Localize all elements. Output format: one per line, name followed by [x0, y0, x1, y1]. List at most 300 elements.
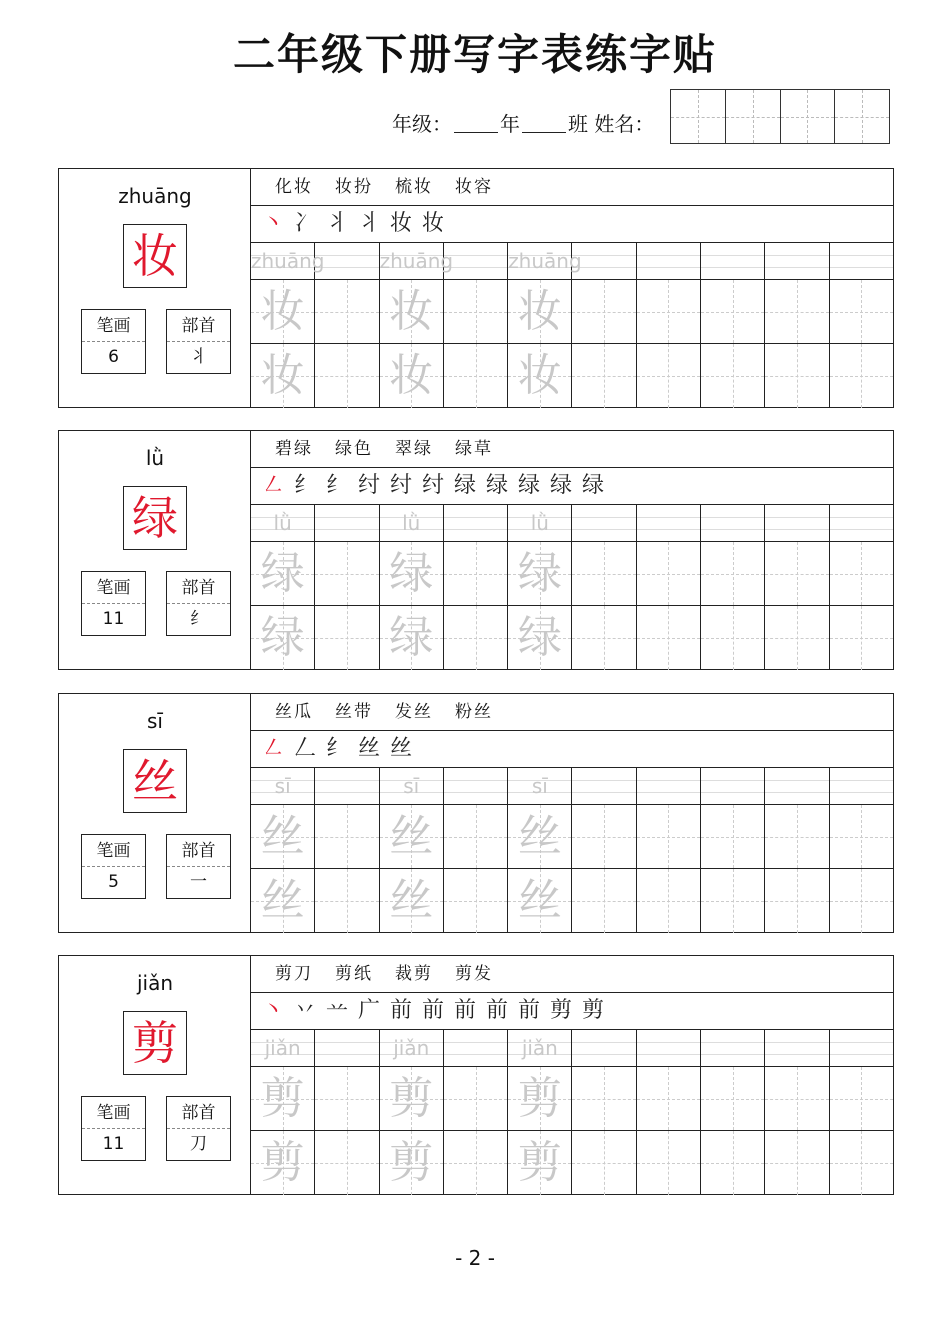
guide-pinyin: sī — [274, 774, 291, 798]
pinyin-writing-row[interactable] — [830, 505, 893, 542]
example-word: 绿草 — [455, 439, 493, 459]
tian-grid-square[interactable] — [765, 280, 828, 344]
example-word: 丝带 — [335, 702, 373, 722]
example-word: 梳妆 — [395, 177, 433, 197]
model-character: 绿 — [123, 486, 187, 550]
model-character: 妆 — [123, 224, 187, 288]
practice-column — [380, 505, 444, 669]
stroke-order-step: 冫 — [293, 211, 316, 236]
stroke-order-step: 丬 — [357, 211, 380, 236]
guide-pinyin: lǜ — [530, 511, 549, 535]
guide-character: 妆 — [389, 286, 434, 337]
tian-grid-square[interactable] — [765, 1067, 828, 1131]
stroke-count-label: 笔画 — [82, 572, 145, 604]
practice-column — [315, 768, 379, 932]
pinyin-writing-row[interactable] — [701, 243, 764, 280]
radical-label: 部首 — [167, 835, 230, 867]
tian-grid-square[interactable] — [380, 606, 443, 670]
char-practice-block — [58, 693, 894, 933]
tian-grid-square[interactable] — [637, 542, 700, 606]
tian-grid-square[interactable] — [637, 805, 700, 869]
tian-grid-square[interactable] — [508, 606, 571, 670]
tian-grid-square[interactable] — [380, 344, 443, 408]
tian-grid-square[interactable] — [251, 542, 314, 606]
name-cell[interactable] — [726, 90, 781, 143]
stroke-order-step: 丶 — [261, 998, 284, 1023]
guide-character: 丝 — [517, 811, 562, 862]
tian-grid-square[interactable] — [315, 344, 378, 408]
tian-grid-square[interactable] — [380, 1067, 443, 1131]
pinyin-writing-row[interactable] — [830, 1030, 893, 1067]
tian-grid-square[interactable] — [444, 542, 507, 606]
pinyin-writing-row[interactable] — [315, 243, 378, 280]
practice-column — [572, 243, 636, 407]
stroke-order-step: 纟 — [325, 473, 348, 498]
pinyin-writing-row[interactable] — [701, 768, 764, 805]
practice-column — [380, 1030, 444, 1194]
tian-grid-square[interactable] — [572, 805, 635, 869]
tian-grid-square[interactable] — [572, 1131, 635, 1195]
guide-pinyin: zhuāng — [251, 249, 325, 273]
pinyin-writing-row[interactable] — [380, 1030, 443, 1067]
stroke-order-step: 纟 — [325, 736, 348, 761]
tian-grid-square[interactable] — [444, 280, 507, 344]
pinyin-writing-row[interactable] — [444, 505, 507, 542]
guide-pinyin: jiǎn — [393, 1036, 430, 1060]
tian-grid-square[interactable] — [315, 1067, 378, 1131]
char-pinyin: lǜ — [145, 446, 165, 470]
practice-column — [830, 243, 893, 407]
guide-character: 剪 — [517, 1073, 562, 1124]
stroke-count-box — [81, 1096, 146, 1161]
stroke-order-step: 前 — [421, 998, 444, 1023]
practice-column — [444, 243, 508, 407]
pinyin-writing-row[interactable] — [701, 505, 764, 542]
pinyin-writing-row[interactable] — [830, 243, 893, 280]
stroke-order-step: 绿 — [581, 473, 604, 498]
guide-character: 剪 — [389, 1073, 434, 1124]
radical-value: 刀 — [190, 1134, 207, 1154]
stroke-order-step: ㇜ — [261, 736, 284, 761]
pinyin-writing-row[interactable] — [380, 505, 443, 542]
example-word: 剪发 — [455, 964, 493, 984]
pinyin-writing-row[interactable] — [701, 1030, 764, 1067]
tian-grid-square[interactable] — [701, 606, 764, 670]
tian-grid-square[interactable] — [572, 280, 635, 344]
stroke-count-box — [81, 309, 146, 374]
example-word: 丝瓜 — [275, 702, 313, 722]
guide-character: 丝 — [260, 811, 305, 862]
practice-column — [830, 505, 893, 669]
guide-character: 剪 — [517, 1137, 562, 1188]
example-word: 裁剪 — [395, 964, 433, 984]
practice-grid — [251, 768, 893, 932]
pinyin-writing-row[interactable] — [637, 505, 700, 542]
pinyin-writing-row[interactable] — [379, 243, 454, 280]
guide-character: 剪 — [260, 1137, 305, 1188]
example-word: 碧绿 — [275, 439, 313, 459]
stroke-count-value: 5 — [108, 872, 119, 892]
tian-grid-square[interactable] — [701, 542, 764, 606]
char-info-panel — [59, 169, 251, 407]
stroke-count-label: 笔画 — [82, 835, 145, 867]
example-word: 翠绿 — [395, 439, 433, 459]
tian-grid-square[interactable] — [251, 280, 314, 344]
guide-character: 绿 — [517, 548, 562, 599]
stroke-order-step: 绿 — [549, 473, 572, 498]
tian-grid-square[interactable] — [380, 1131, 443, 1195]
tian-grid-square[interactable] — [315, 869, 378, 933]
pinyin-writing-row[interactable] — [830, 768, 893, 805]
pinyin-writing-row[interactable] — [637, 243, 700, 280]
stroke-order-step: 丝 — [357, 736, 380, 761]
radical-box — [166, 571, 231, 636]
guide-character: 丝 — [517, 875, 562, 926]
guide-character: 剪 — [389, 1137, 434, 1188]
char-pinyin: zhuāng — [118, 184, 192, 208]
example-word: 妆扮 — [335, 177, 373, 197]
guide-pinyin: lǜ — [273, 511, 292, 535]
practice-column — [251, 768, 315, 932]
page-number: - 2 - — [455, 1246, 495, 1270]
tian-grid-square[interactable] — [251, 344, 314, 408]
pinyin-writing-row[interactable] — [637, 768, 700, 805]
guide-character: 丝 — [260, 875, 305, 926]
pinyin-writing-row[interactable] — [251, 1030, 314, 1067]
practice-column — [508, 768, 572, 932]
pinyin-writing-row[interactable] — [444, 243, 507, 280]
grade-label: 年级： — [392, 112, 452, 136]
pinyin-writing-row[interactable] — [572, 243, 635, 280]
tian-grid-square[interactable] — [765, 805, 828, 869]
pinyin-writing-row[interactable] — [380, 768, 443, 805]
practice-area — [251, 431, 893, 669]
tian-grid-square[interactable] — [508, 805, 571, 869]
stroke-order-step: 前 — [389, 998, 412, 1023]
class-blank[interactable] — [522, 114, 566, 133]
guide-pinyin: lǜ — [402, 511, 421, 535]
tian-grid-square[interactable] — [315, 606, 378, 670]
pinyin-writing-row[interactable] — [508, 768, 571, 805]
guide-character: 妆 — [389, 350, 434, 401]
stroke-order-step: 𠃋 — [293, 736, 316, 761]
practice-column — [701, 1030, 765, 1194]
radical-value: 丬 — [190, 347, 207, 367]
example-word: 发丝 — [395, 702, 433, 722]
example-word: 绿色 — [335, 439, 373, 459]
char-info-panel — [59, 956, 251, 1194]
tian-grid-square[interactable] — [572, 1067, 635, 1131]
pinyin-writing-row[interactable] — [572, 1030, 635, 1067]
stroke-order-step: 妆 — [421, 211, 444, 236]
pinyin-writing-row[interactable] — [572, 505, 635, 542]
name-label: 姓名： — [594, 112, 655, 136]
year-label: 年 — [500, 112, 520, 136]
tian-grid-square[interactable] — [251, 1131, 314, 1195]
pinyin-writing-row[interactable] — [315, 1030, 378, 1067]
stroke-count-label: 笔画 — [82, 1097, 145, 1129]
stroke-order-step: 绿 — [453, 473, 476, 498]
pinyin-writing-row[interactable] — [251, 505, 314, 542]
tian-grid-square[interactable] — [508, 542, 571, 606]
name-cell[interactable] — [671, 90, 726, 143]
stroke-count-label: 笔画 — [82, 310, 145, 342]
tian-grid-square[interactable] — [380, 542, 443, 606]
pinyin-writing-row[interactable] — [508, 243, 582, 280]
tian-grid-square[interactable] — [637, 1067, 700, 1131]
stroke-order-step: 丷 — [293, 998, 316, 1023]
tian-grid-square[interactable] — [315, 542, 378, 606]
char-practice-block — [58, 168, 894, 408]
class-label: 班 — [568, 112, 588, 136]
practice-column — [508, 505, 572, 669]
tian-grid-square[interactable] — [701, 869, 764, 933]
tian-grid-square[interactable] — [380, 280, 443, 344]
guide-pinyin: jiǎn — [521, 1036, 558, 1060]
tian-grid-square[interactable] — [830, 606, 893, 670]
tian-grid-square[interactable] — [251, 869, 314, 933]
example-words-row — [251, 694, 893, 731]
stroke-order-step: 绿 — [517, 473, 540, 498]
pinyin-writing-row[interactable] — [572, 768, 635, 805]
tian-grid-square[interactable] — [830, 805, 893, 869]
guide-pinyin: zhuāng — [508, 249, 582, 273]
stroke-order-step: 前 — [453, 998, 476, 1023]
practice-area — [251, 169, 893, 407]
guide-character: 妆 — [260, 286, 305, 337]
tian-grid-square[interactable] — [444, 606, 507, 670]
model-character: 丝 — [123, 749, 187, 813]
guide-pinyin: sī — [531, 774, 548, 798]
radical-label: 部首 — [167, 310, 230, 342]
practice-column — [572, 1030, 636, 1194]
stroke-order-row — [251, 206, 893, 243]
practice-column — [637, 505, 701, 669]
stroke-count-box — [81, 834, 146, 899]
stroke-order-step: 纣 — [357, 473, 380, 498]
tian-grid-square[interactable] — [830, 280, 893, 344]
stroke-order-step: 纣 — [421, 473, 444, 498]
name-cell[interactable] — [835, 90, 889, 143]
stroke-order-step: 丬 — [325, 211, 348, 236]
radical-value: 纟 — [190, 609, 207, 629]
stroke-order-row — [251, 993, 893, 1030]
tian-grid-square[interactable] — [765, 1131, 828, 1195]
practice-column — [315, 243, 379, 407]
radical-box — [166, 834, 231, 899]
stroke-order-step: 妆 — [389, 211, 412, 236]
tian-grid-square[interactable] — [508, 280, 571, 344]
practice-column — [637, 243, 701, 407]
example-word: 剪纸 — [335, 964, 373, 984]
practice-column — [572, 768, 636, 932]
tian-grid-square[interactable] — [701, 280, 764, 344]
practice-column — [830, 1030, 893, 1194]
practice-column — [444, 505, 508, 669]
guide-pinyin: zhuāng — [379, 249, 454, 273]
tian-grid-square[interactable] — [572, 869, 635, 933]
example-words-row — [251, 956, 893, 993]
radical-box — [166, 1096, 231, 1161]
stroke-order-step: 剪 — [549, 998, 572, 1023]
tian-grid-square[interactable] — [508, 344, 571, 408]
tian-grid-square[interactable] — [765, 869, 828, 933]
tian-grid-square[interactable] — [444, 1131, 507, 1195]
guide-pinyin: jiǎn — [264, 1036, 301, 1060]
practice-column — [315, 505, 379, 669]
stroke-order-row — [251, 468, 893, 505]
practice-column — [701, 768, 765, 932]
pinyin-writing-row[interactable] — [508, 505, 571, 542]
guide-pinyin: sī — [403, 774, 420, 798]
stroke-count-value: 11 — [102, 1134, 125, 1154]
tian-grid-square[interactable] — [444, 805, 507, 869]
practice-column — [380, 768, 444, 932]
guide-character: 丝 — [389, 811, 434, 862]
tian-grid-square[interactable] — [315, 280, 378, 344]
practice-column — [508, 243, 582, 407]
char-pinyin: sī — [147, 709, 163, 733]
pinyin-writing-row[interactable] — [765, 505, 828, 542]
radical-label: 部首 — [167, 572, 230, 604]
example-word: 粉丝 — [455, 702, 493, 722]
stroke-order-step: 䒑 — [325, 998, 348, 1023]
pinyin-writing-row[interactable] — [315, 768, 378, 805]
practice-column — [830, 768, 893, 932]
char-info-panel — [59, 694, 251, 932]
tian-grid-square[interactable] — [251, 606, 314, 670]
tian-grid-square[interactable] — [637, 606, 700, 670]
tian-grid-square[interactable] — [830, 1067, 893, 1131]
pinyin-writing-row[interactable] — [251, 243, 325, 280]
stroke-order-step: 丶 — [261, 211, 284, 236]
tian-grid-square[interactable] — [765, 344, 828, 408]
tian-grid-square[interactable] — [315, 805, 378, 869]
practice-column — [444, 1030, 508, 1194]
example-word: 化妆 — [275, 177, 313, 197]
tian-grid-square[interactable] — [572, 606, 635, 670]
tian-grid-square[interactable] — [380, 869, 443, 933]
stroke-order-step: 绿 — [485, 473, 508, 498]
tian-grid-square[interactable] — [701, 1067, 764, 1131]
tian-grid-square[interactable] — [637, 869, 700, 933]
char-practice-block — [58, 430, 894, 670]
practice-area — [251, 694, 893, 932]
example-word: 剪刀 — [275, 964, 313, 984]
model-character: 剪 — [123, 1011, 187, 1075]
practice-column — [701, 505, 765, 669]
tian-grid-square[interactable] — [251, 805, 314, 869]
stroke-order-step: 纣 — [389, 473, 412, 498]
guide-character: 丝 — [389, 875, 434, 926]
char-practice-block — [58, 955, 894, 1195]
pinyin-writing-row[interactable] — [508, 1030, 571, 1067]
tian-grid-square[interactable] — [572, 542, 635, 606]
tian-grid-square[interactable] — [380, 805, 443, 869]
practice-grid — [251, 505, 893, 669]
stroke-order-row — [251, 731, 893, 768]
pinyin-writing-row[interactable] — [765, 1030, 828, 1067]
pinyin-writing-row[interactable] — [315, 505, 378, 542]
practice-column — [379, 243, 454, 407]
stroke-order-step: 丝 — [389, 736, 412, 761]
stroke-count-box — [81, 571, 146, 636]
tian-grid-square[interactable] — [637, 1131, 700, 1195]
tian-grid-square[interactable] — [444, 869, 507, 933]
practice-column — [444, 768, 508, 932]
pinyin-writing-row[interactable] — [765, 243, 828, 280]
guide-character: 剪 — [260, 1073, 305, 1124]
tian-grid-square[interactable] — [701, 344, 764, 408]
practice-grid — [251, 1030, 893, 1194]
tian-grid-square[interactable] — [251, 1067, 314, 1131]
char-pinyin: jiǎn — [136, 971, 174, 995]
name-writing-box[interactable] — [670, 89, 890, 144]
tian-grid-square[interactable] — [830, 542, 893, 606]
tian-grid-square[interactable] — [444, 344, 507, 408]
guide-character: 绿 — [389, 612, 434, 663]
tian-grid-square[interactable] — [765, 606, 828, 670]
practice-column — [765, 1030, 829, 1194]
practice-column — [637, 1030, 701, 1194]
tian-grid-square[interactable] — [508, 869, 571, 933]
practice-column — [315, 1030, 379, 1194]
stroke-order-step: 广 — [357, 998, 380, 1023]
pinyin-writing-row[interactable] — [765, 768, 828, 805]
practice-column — [251, 1030, 315, 1194]
tian-grid-square[interactable] — [444, 1067, 507, 1131]
tian-grid-square[interactable] — [830, 344, 893, 408]
pinyin-writing-row[interactable] — [637, 1030, 700, 1067]
practice-column — [765, 768, 829, 932]
tian-grid-square[interactable] — [508, 1131, 571, 1195]
tian-grid-square[interactable] — [508, 1067, 571, 1131]
student-info-line — [392, 112, 654, 136]
stroke-order-step: 前 — [485, 998, 508, 1023]
example-words-row — [251, 169, 893, 206]
stroke-order-step: ㇜ — [261, 473, 284, 498]
pinyin-writing-row[interactable] — [444, 768, 507, 805]
tian-grid-square[interactable] — [701, 805, 764, 869]
practice-column — [572, 505, 636, 669]
char-info-panel — [59, 431, 251, 669]
tian-grid-square[interactable] — [637, 344, 700, 408]
tian-grid-square[interactable] — [830, 1131, 893, 1195]
tian-grid-square[interactable] — [765, 542, 828, 606]
practice-column — [251, 505, 315, 669]
guide-character: 绿 — [517, 612, 562, 663]
name-cell[interactable] — [781, 90, 836, 143]
radical-label: 部首 — [167, 1097, 230, 1129]
tian-grid-square[interactable] — [637, 280, 700, 344]
practice-column — [701, 243, 765, 407]
stroke-order-step: 前 — [517, 998, 540, 1023]
practice-column — [508, 1030, 572, 1194]
stroke-count-value: 6 — [108, 347, 119, 367]
tian-grid-square[interactable] — [572, 344, 635, 408]
pinyin-writing-row[interactable] — [444, 1030, 507, 1067]
pinyin-writing-row[interactable] — [251, 768, 314, 805]
practice-grid — [251, 243, 893, 407]
stroke-order-step: 剪 — [581, 998, 604, 1023]
practice-column — [251, 243, 325, 407]
practice-area — [251, 956, 893, 1194]
grade-blank[interactable] — [454, 114, 498, 133]
radical-box — [166, 309, 231, 374]
tian-grid-square[interactable] — [315, 1131, 378, 1195]
tian-grid-square[interactable] — [830, 869, 893, 933]
tian-grid-square[interactable] — [701, 1131, 764, 1195]
